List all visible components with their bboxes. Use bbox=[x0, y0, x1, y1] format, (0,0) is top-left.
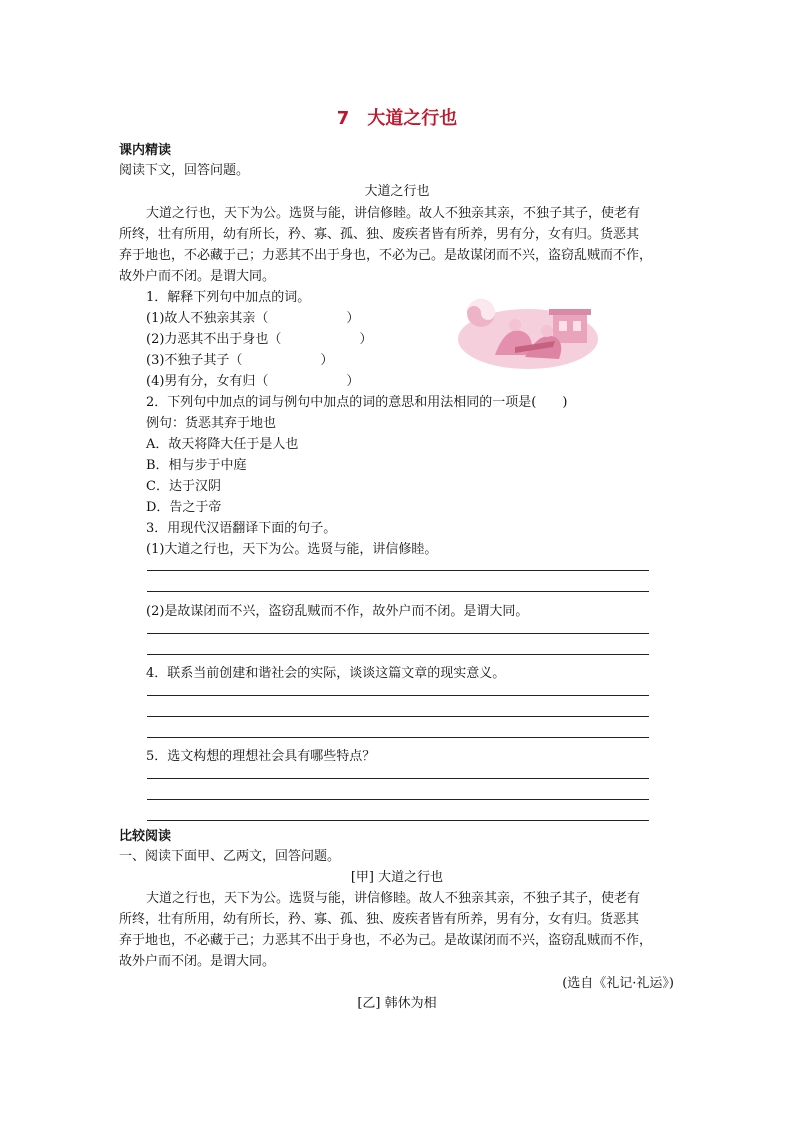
lesson-title bbox=[0, 104, 794, 130]
passage-line: 大道之行也，天下为公。选贤与能，讲信修睦。故人不独亲其亲，不独子其子，使老有 bbox=[146, 891, 641, 906]
question-2-option: A．故天将降大任于是人也 bbox=[146, 437, 299, 452]
section-heading-in-class: 课内精读 bbox=[119, 143, 172, 158]
question-2-option: C．达于汉阴 bbox=[146, 479, 221, 494]
question-1-item: (2)力恶其不出于身也（ ） bbox=[146, 332, 373, 347]
answer-line[interactable] bbox=[147, 654, 649, 655]
answer-line[interactable] bbox=[147, 695, 649, 696]
answer-line[interactable] bbox=[147, 570, 649, 571]
section-instruction: 阅读下文，回答问题。 bbox=[119, 163, 250, 178]
passage-line: 故外户而不闭。是谓大同。 bbox=[119, 269, 276, 284]
passage-yi-title: [乙] 韩休为相 bbox=[357, 996, 437, 1011]
passage-title: 大道之行也 bbox=[364, 184, 430, 199]
answer-line[interactable] bbox=[147, 591, 649, 592]
lesson-number: 7 bbox=[336, 108, 350, 129]
answer-line[interactable] bbox=[147, 820, 649, 821]
question-2-stem: 2．下列句中加点的词与例句中加点的词的意思和用法相同的一项是( ) bbox=[146, 395, 568, 410]
answer-line[interactable] bbox=[147, 716, 649, 717]
answer-line[interactable] bbox=[147, 633, 649, 634]
answer-line[interactable] bbox=[147, 737, 649, 738]
question-1-stem: 1．解释下列句中加点的词。 bbox=[146, 290, 311, 305]
passage-jia-title: [甲] 大道之行也 bbox=[350, 870, 444, 885]
lesson-name: 大道之行也 bbox=[367, 108, 458, 129]
question-2-option: B．相与步于中庭 bbox=[146, 458, 247, 473]
passage-line: 大道之行也，天下为公。选贤与能，讲信修睦。故人不独亲其亲，不独子其子，使老有 bbox=[146, 206, 641, 221]
passage-line: 弃于地也，不必藏于己；力恶其不出于身也，不必为己。是故谋闭而不兴，盗窃乱贼而不作， bbox=[119, 933, 653, 948]
question-2-example: 例句：货恶其弃于地也 bbox=[146, 416, 277, 431]
question-2-option: D．告之于帝 bbox=[146, 500, 222, 515]
question-3-sentence: (1)大道之行也，天下为公。选贤与能，讲信修睦。 bbox=[146, 542, 438, 557]
question-1-item: (4)男有分，女有归（ ） bbox=[146, 374, 360, 389]
passage-line: 所终，壮有所用，幼有所长，矜、寡、孤、独、废疾者皆有所养，男有分，女有归。货恶其 bbox=[119, 912, 640, 927]
passage-line: 弃于地也，不必藏于己；力恶其不出于身也，不必为己。是故谋闭而不兴，盗窃乱贼而不作， bbox=[119, 248, 653, 263]
passage-line: 故外户而不闭。是谓大同。 bbox=[119, 954, 276, 969]
answer-line[interactable] bbox=[147, 778, 649, 779]
question-4-stem: 4．联系当前创建和谐社会的实际，谈谈这篇文章的现实意义。 bbox=[146, 666, 506, 681]
section-instruction: 一、阅读下面甲、乙两文，回答问题。 bbox=[119, 849, 341, 864]
question-5-stem: 5．选文构想的理想社会具有哪些特点？ bbox=[146, 749, 376, 764]
passage-source: (选自《礼记·礼运》) bbox=[562, 976, 674, 991]
section-heading-comparison: 比较阅读 bbox=[119, 829, 172, 844]
question-1-item: (1)故人不独亲其亲（ ） bbox=[146, 311, 360, 326]
question-3-stem: 3．用现代汉语翻译下面的句子。 bbox=[146, 521, 337, 536]
passage-line: 所终，壮有所用，幼有所长，矜、寡、孤、独、废疾者皆有所养，男有分，女有归。货恶其 bbox=[119, 227, 640, 242]
question-1-item: (3)不独子其子（ ） bbox=[146, 353, 334, 368]
answer-line[interactable] bbox=[147, 799, 649, 800]
question-3-sentence: (2)是故谋闭而不兴，盗窃乱贼而不作，故外户而不闭。是谓大同。 bbox=[146, 604, 529, 619]
illustration-image bbox=[455, 295, 601, 371]
